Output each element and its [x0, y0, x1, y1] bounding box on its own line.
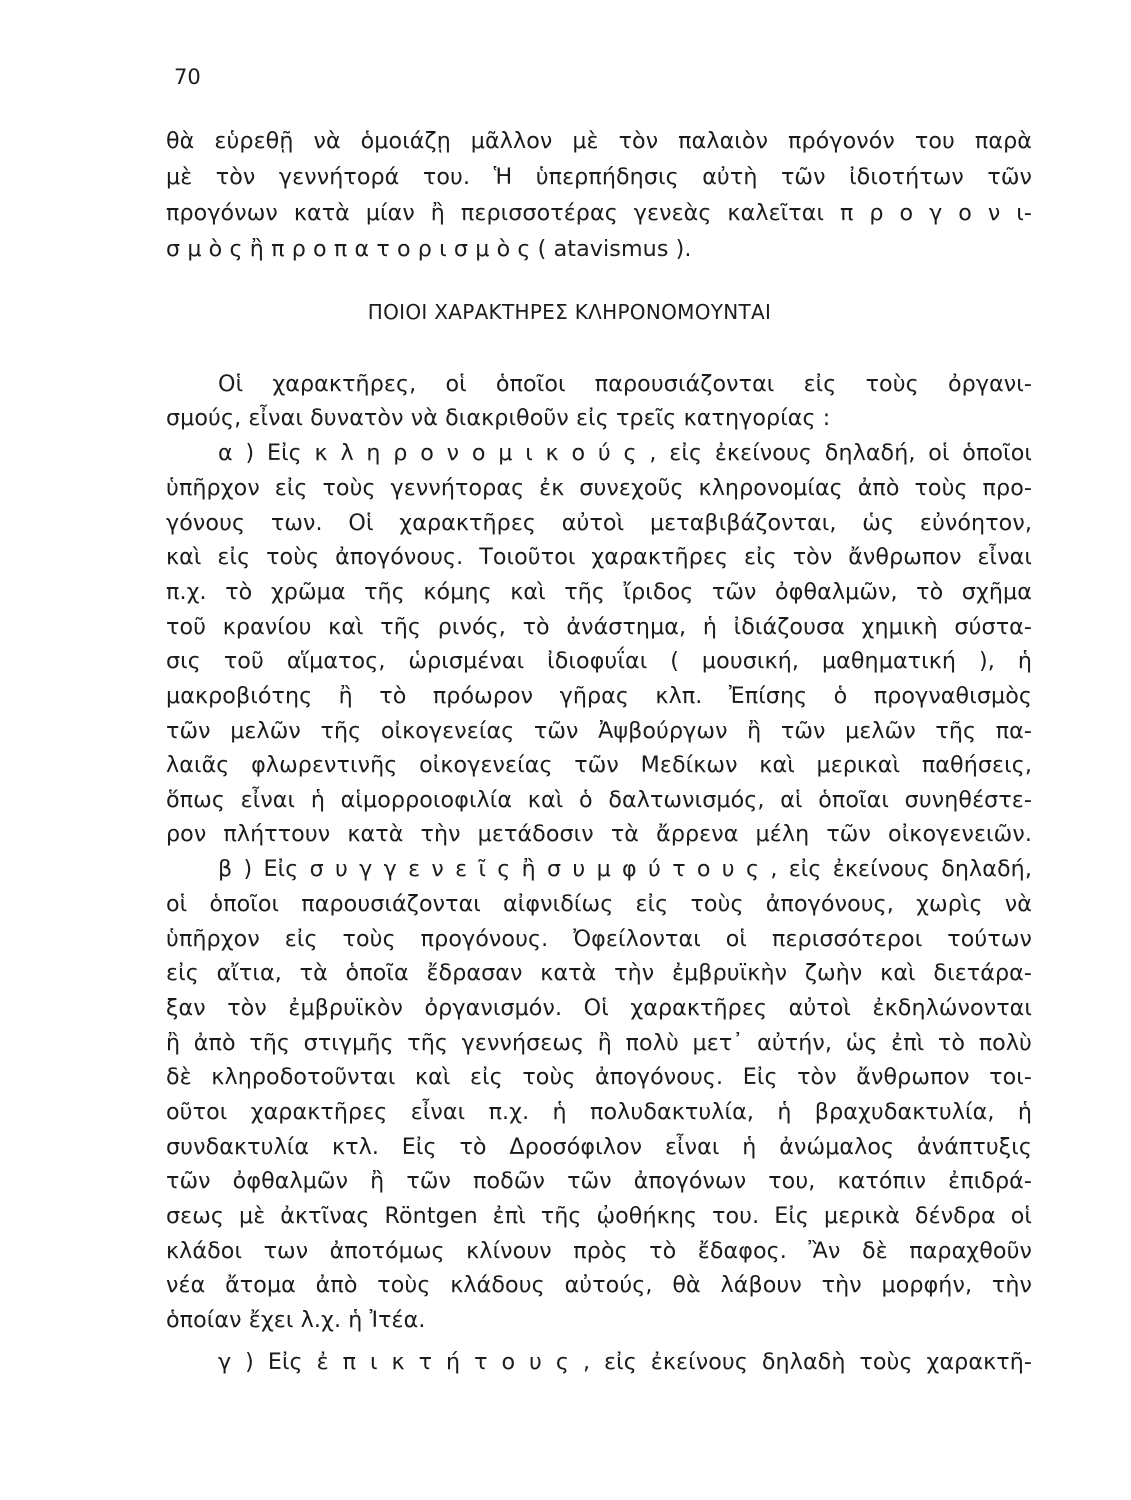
text-line: σ μ ὸ ς ἢ π ρ ο π α τ ο ρ ι σ μ ὸ ς ( atavismus ).: [166, 236, 692, 262]
text-line: β ) Εἰς σ υ γ γ ε ν ε ῖ ς ἢ σ υ μ φ ύ τ ο υ ς , εἰς ἐκείνους δηλαδή,: [218, 856, 1032, 882]
text-line: θὰ εὑρεθῇ νὰ ὁμοιάζῃ μᾶλλον μὲ τὸν παλαιὸν πρόγονόν του παρὰ: [166, 128, 1032, 154]
text-line: οῦτοι χαρακτῆρες εἶναι π.χ. ἡ πολυδακτυλία, ἡ βραχυδακτυλία, ἡ: [166, 1099, 1032, 1125]
text-line: σμούς, εἶναι δυνατὸν νὰ διακριθοῦν εἰς τρεῖς κατηγορίας :: [166, 405, 831, 431]
text-line: εἰς αἴτια, τὰ ὁποῖα ἔδρασαν κατὰ τὴν ἐμβρυϊκὴν ζωὴν καὶ διετάρα-: [166, 960, 1032, 986]
text-line: μακροβιότης ἢ τὸ πρόωρον γῆρας κλπ. Ἐπίσης ὁ προγναθισμὸς: [166, 683, 1032, 709]
text-line: ὅπως εἶναι ἡ αἱμορροιοφιλία καὶ ὁ δαλτωνισμός, αἱ ὁποῖαι συνηθέστε-: [166, 787, 1032, 813]
text-line: νέα ἄτομα ἀπὸ τοὺς κλάδους αὐτούς, θὰ λάβουν τὴν μορφήν, τὴν: [166, 1272, 1032, 1298]
text-line: γ ) Εἰς ἐ π ι κ τ ή τ ο υ ς , εἰς ἐκείνους δηλαδὴ τοὺς χαρακτῆ-: [218, 1349, 1032, 1375]
text-line: δὲ κληροδοτοῦνται καὶ εἰς τοὺς ἀπογόνους. Εἰς τὸν ἄνθρωπον τοι-: [166, 1064, 1032, 1090]
text-line: τῶν μελῶν τῆς οἰκογενείας τῶν Ἀψβούργων ἢ τῶν μελῶν τῆς πα-: [166, 718, 1032, 744]
text-line: π.χ. τὸ χρῶμα τῆς κόμης καὶ τῆς ἴριδος τῶν ὀφθαλμῶν, τὸ σχῆμα: [166, 579, 1032, 605]
text-line: Οἱ χαρακτῆρες, οἱ ὁποῖοι παρουσιάζονται εἰς τοὺς ὀργανι-: [218, 371, 1032, 397]
text-line: σις τοῦ αἵματος, ὡρισμέναι ἰδιοφυΐαι ( μουσική, μαθηματική ), ἡ: [166, 648, 1032, 674]
section-heading: ΠΟΙΟΙ ΧΑΡΑΚΤΗΡΕΣ ΚΛΗΡΟΝΟΜΟΥΝΤΑΙ: [367, 300, 772, 324]
text-line: ὑπῆρχον εἰς τοὺς γεννήτορας ἐκ συνεχοῦς κληρονομίας ἀπὸ τοὺς προ-: [166, 475, 1032, 501]
text-line: τῶν ὀφθαλμῶν ἢ τῶν ποδῶν τῶν ἀπογόνων του, κατόπιν ἐπιδρά-: [166, 1168, 1032, 1194]
text-line: ὑπῆρχον εἰς τοὺς προγόνους. Ὀφείλονται οἱ περισσότεροι τούτων: [166, 926, 1032, 952]
text-line: ἢ ἀπὸ τῆς στιγμῆς τῆς γεννήσεως ἢ πολὺ μετ᾽ αὐτήν, ὡς ἐπὶ τὸ πολὺ: [166, 1030, 1032, 1056]
text-line: σεως μὲ ἀκτῖνας Röntgen ἐπὶ τῆς ᾠοθήκης του. Εἰς μερικὰ δένδρα οἱ: [166, 1203, 1032, 1229]
text-line: γόνους των. Οἱ χαρακτῆρες αὐτοὶ μεταβιβάζονται, ὡς εὐνόητον,: [166, 510, 1032, 536]
text-line: κλάδοι των ἀποτόμως κλίνουν πρὸς τὸ ἔδαφος. Ἂν δὲ παραχθοῦν: [166, 1238, 1032, 1264]
text-line: προγόνων κατὰ μίαν ἢ περισσοτέρας γενεὰς καλεῖται π ρ ο γ ο ν ι-: [166, 200, 1032, 226]
text-line: καὶ εἰς τοὺς ἀπογόνους. Τοιοῦτοι χαρακτῆρες εἰς τὸν ἄνθρωπον εἶναι: [166, 544, 1032, 570]
text-line: μὲ τὸν γεννήτορά του. Ἡ ὑπερπήδησις αὐτὴ τῶν ἰδιοτήτων τῶν: [166, 164, 1032, 190]
text-line: συνδακτυλία κτλ. Εἰς τὸ Δροσόφιλον εἶναι ἡ ἀνώμαλος ἀνάπτυξις: [166, 1134, 1032, 1160]
text-line: οἱ ὁποῖοι παρουσιάζονται αἰφνιδίως εἰς τοὺς ἀπογόνους, χωρὶς νὰ: [166, 891, 1032, 917]
text-line: ρον πλήττουν κατὰ τὴν μετάδοσιν τὰ ἄρρενα μέλη τῶν οἰκογενειῶν.: [166, 821, 1032, 847]
text-line: ξαν τὸν ἐμβρυϊκὸν ὀργανισμόν. Οἱ χαρακτῆρες αὐτοὶ ἐκδηλώνονται: [166, 995, 1032, 1021]
text-line: α ) Εἰς κ λ η ρ ο ν ο μ ι κ ο ύ ς , εἰς ἐκείνους δηλαδή, οἱ ὁποῖοι: [218, 440, 1032, 466]
text-line: ὁποίαν ἔχει λ.χ. ἡ Ἰτέα.: [166, 1307, 426, 1333]
text-line: λαιᾶς φλωρεντινῆς οἰκογενείας τῶν Μεδίκων καὶ μερικαὶ παθήσεις,: [166, 752, 1032, 778]
text-line: τοῦ κρανίου καὶ τῆς ρινός, τὸ ἀνάστημα, ἡ ἰδιάζουσα χημικὴ σύστα-: [166, 614, 1032, 640]
page-number: 70: [174, 65, 201, 89]
